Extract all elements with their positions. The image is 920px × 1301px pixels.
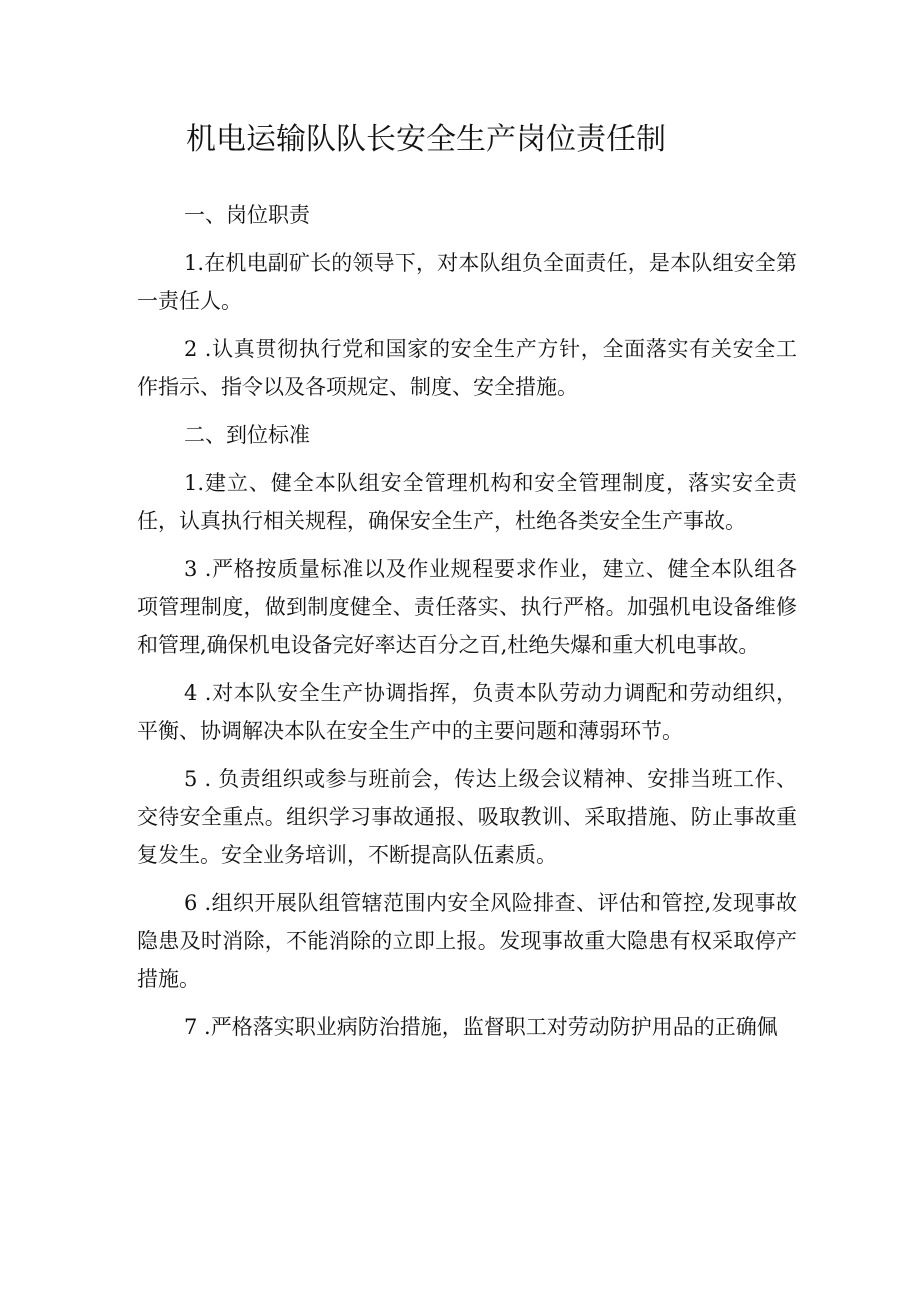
document-body	[137, 196, 797, 1056]
standard-item-6: 6 .组织开展队组管辖范围内安全风险排查、评估和管控,发现事故隐患及时消除，不能消除的立即上报。发现事故重大隐患有权采取停产措施。	[137, 891, 797, 991]
document-title: 机电运输队队长安全生产岗位责任制	[186, 122, 666, 157]
section-heading-standards: 二、到位标准	[184, 423, 310, 447]
standard-item-4: 4 .对本队安全生产协调指挥，负责本队劳动力调配和劳动组织，平衡、协调解决本队在安全生产中的主要问题和薄弱环节。	[137, 681, 797, 743]
standard-item-1: 1.建立、健全本队组安全管理机构和安全管理制度，落实安全责任，认真执行相关规程，确保安全生产，杜绝各类安全生产事故。	[137, 471, 797, 533]
duty-item-2: 2 .认真贯彻执行党和国家的安全生产方针，全面落实有关安全工作指示、指令以及各项规定、制度、安全措施。	[137, 337, 797, 399]
standard-item-3: 3 .严格按质量标准以及作业规程要求作业，建立、健全本队组各项管理制度，做到制度健全、责任落实、执行严格。加强机电设备维修和管理,确保机电设备完好率达百分之百,杜绝失爆和重大机电事故。	[137, 557, 797, 657]
standard-item-5: 5 . 负责组织或参与班前会，传达上级会议精神、安排当班工作、交待安全重点。组织学习事故通报、吸取教训、采取措施、防止事故重复发生。安全业务培训，不断提高队伍素质。	[137, 767, 797, 867]
duty-item-1: 1.在机电副矿长的领导下，对本队组负全面责任，是本队组安全第一责任人。	[137, 251, 797, 313]
standard-item-7: 7 .严格落实职业病防治措施，监督职工对劳动防护用品的正确佩	[184, 1015, 778, 1039]
section-heading-duties: 一、岗位职责	[184, 203, 310, 227]
